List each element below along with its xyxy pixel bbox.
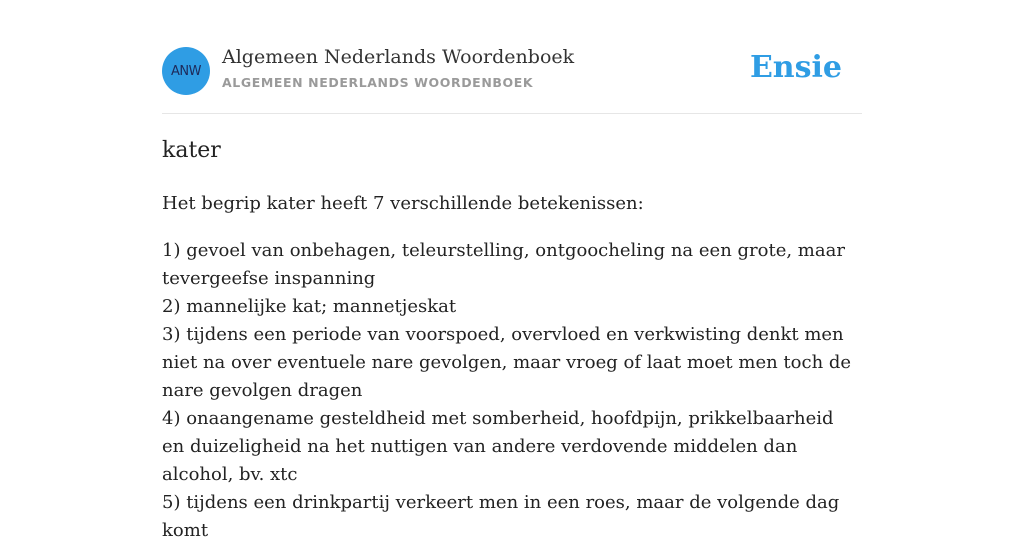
entry-intro: Het begrip kater heeft 7 verschillende betekenissen:: [162, 193, 644, 214]
definition-item: 5) tijdens een drinkpartij verkeert men in een roes, maar de volgende dag komt: [162, 492, 840, 541]
definition-item: 4) onaangename gesteldheid met somberheid, hoofdpijn, prikkelbaarheid en duizeligheid na het nuttigen van andere verdovende middelen dan alcohol, bv. xtc: [162, 408, 834, 485]
dictionary-title[interactable]: Algemeen Nederlands Woordenboek: [222, 46, 575, 68]
definition-item: 1) gevoel van onbehagen, teleurstelling, ontgoocheling na een grote, maar tevergeefse inspanning: [162, 240, 845, 289]
anw-logo[interactable]: [162, 47, 210, 95]
definition-item: 2) mannelijke kat; mannetjeskat: [162, 296, 457, 317]
anw-logo-text: ANW: [171, 63, 201, 79]
definition-item: 3) tijdens een periode van voorspoed, overvloed en verkwisting denkt men niet na over eventuele nare gevolgen, maar vroeg of laat moet men toch de nare gevolgen dragen: [162, 324, 852, 401]
entry-word: kater: [162, 138, 221, 163]
header-divider: [162, 113, 862, 114]
ensie-brand-link[interactable]: Ensie: [749, 50, 842, 85]
header: [162, 46, 862, 96]
dictionary-subtitle: ALGEMEEN NEDERLANDS WOORDENBOEK: [222, 75, 534, 90]
definitions-list: [162, 237, 852, 545]
